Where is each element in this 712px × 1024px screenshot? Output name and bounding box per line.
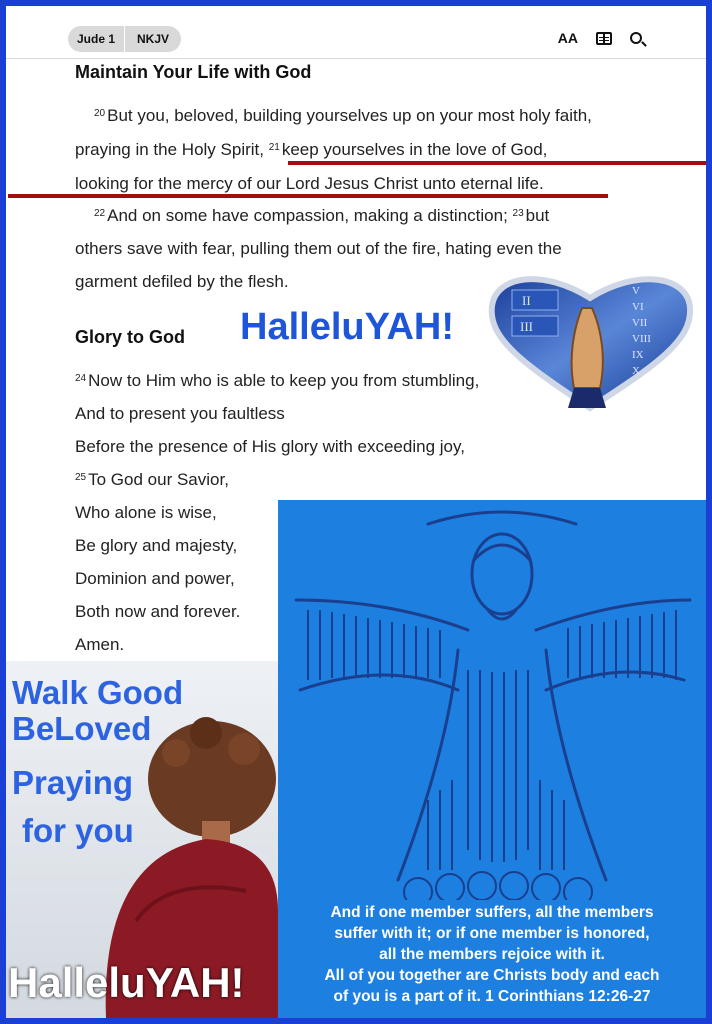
verse-number: 25 — [75, 472, 87, 483]
highlighted-verse-text[interactable]: looking for the mercy of our Lord Jesus Christ unto eternal life. — [75, 174, 544, 193]
section-heading-maintain: Maintain Your Life with God — [75, 62, 312, 82]
verse-line: $^{20}$ But you, beloved, building yourselves up on your most holy faith, — [94, 106, 592, 125]
verse-line: others save with fear, pulling them out of the fire, hating even the — [75, 239, 562, 258]
verse-line: Before the presence of His glory with exceeding joy, — [75, 437, 465, 456]
praying-hands-heart-image — [482, 268, 698, 416]
verse-line: $^{24}$ Now to Him who is able to keep you from stumbling, — [75, 371, 480, 390]
red-underline — [288, 161, 706, 165]
heart-numeral: VI — [632, 301, 644, 313]
search-icon[interactable] — [630, 32, 642, 44]
version-button[interactable]: NKJV — [136, 32, 169, 46]
section-heading-glory: Glory to God — [75, 327, 185, 347]
reader-toolbar — [6, 6, 706, 59]
verse-number: 22 — [94, 208, 106, 219]
scripture-caption: And if one member suffers, all the members suffer with it; or if one member is honored, all the members rejoice with it. All of you together are Christs body and each of you is a part of it. 1 Corinthians 12:26-27 — [324, 904, 660, 1005]
book-chapter-button[interactable]: Jude 1 — [76, 32, 115, 46]
heart-numeral: V — [632, 285, 640, 297]
heart-numeral: II — [522, 293, 531, 308]
heart-numeral: VIII — [632, 333, 651, 345]
for-you-text: for you — [22, 812, 134, 849]
red-underline — [8, 194, 608, 198]
hallelujah-bottom-text: HalleluYAH! — [8, 959, 245, 1006]
heart-graphic — [482, 268, 698, 416]
verse-line: Be glory and majesty, — [75, 536, 238, 555]
verse-line: Who alone is wise, — [75, 503, 217, 522]
praying-text: Praying — [12, 764, 134, 801]
verse-line: praying in the Holy Spirit, $^{21}$ keep yourselves in the love of God, — [75, 140, 548, 159]
hallelujah-overlay-text: HalleluYAH! — [240, 306, 454, 348]
verse-line: Dominion and power, — [75, 569, 235, 588]
verse-line: garment defiled by the flesh. — [75, 272, 289, 291]
reader-page — [6, 6, 706, 1018]
verse-line: Amen. — [75, 635, 125, 654]
verse-number: 24 — [75, 373, 87, 384]
toolbar-actions — [558, 30, 642, 46]
verse-line: $^{25}$ To God our Savior, — [75, 470, 229, 489]
reference-pill[interactable] — [68, 26, 181, 52]
verse-line — [75, 174, 544, 194]
verse-line: $^{22}$ And on some have compassion, making a distinction; $^{23}$ but — [94, 206, 550, 225]
font-size-button[interactable]: AA — [557, 30, 578, 46]
verse-number: 23 — [512, 208, 524, 219]
heart-numeral: III — [520, 319, 533, 334]
beloved-text: BeLoved — [12, 710, 152, 747]
heart-numeral: X — [632, 365, 640, 377]
book-icon[interactable] — [596, 32, 612, 45]
verse-number: 21 — [268, 142, 280, 153]
verse-number: 20 — [94, 108, 106, 119]
body-of-christ-image — [278, 500, 706, 1018]
walk-good-image — [6, 661, 278, 1018]
highlighted-verse-text[interactable]: keep yourselves in the love of God, — [281, 140, 548, 159]
heart-numeral: IX — [632, 349, 644, 361]
christ-figure-drawing — [278, 500, 706, 900]
verse-line: Both now and forever. — [75, 602, 241, 621]
heart-numeral: VII — [632, 317, 648, 329]
verse-line: And to present you faultless — [75, 404, 285, 423]
walk-good-text: Walk Good — [12, 674, 184, 711]
